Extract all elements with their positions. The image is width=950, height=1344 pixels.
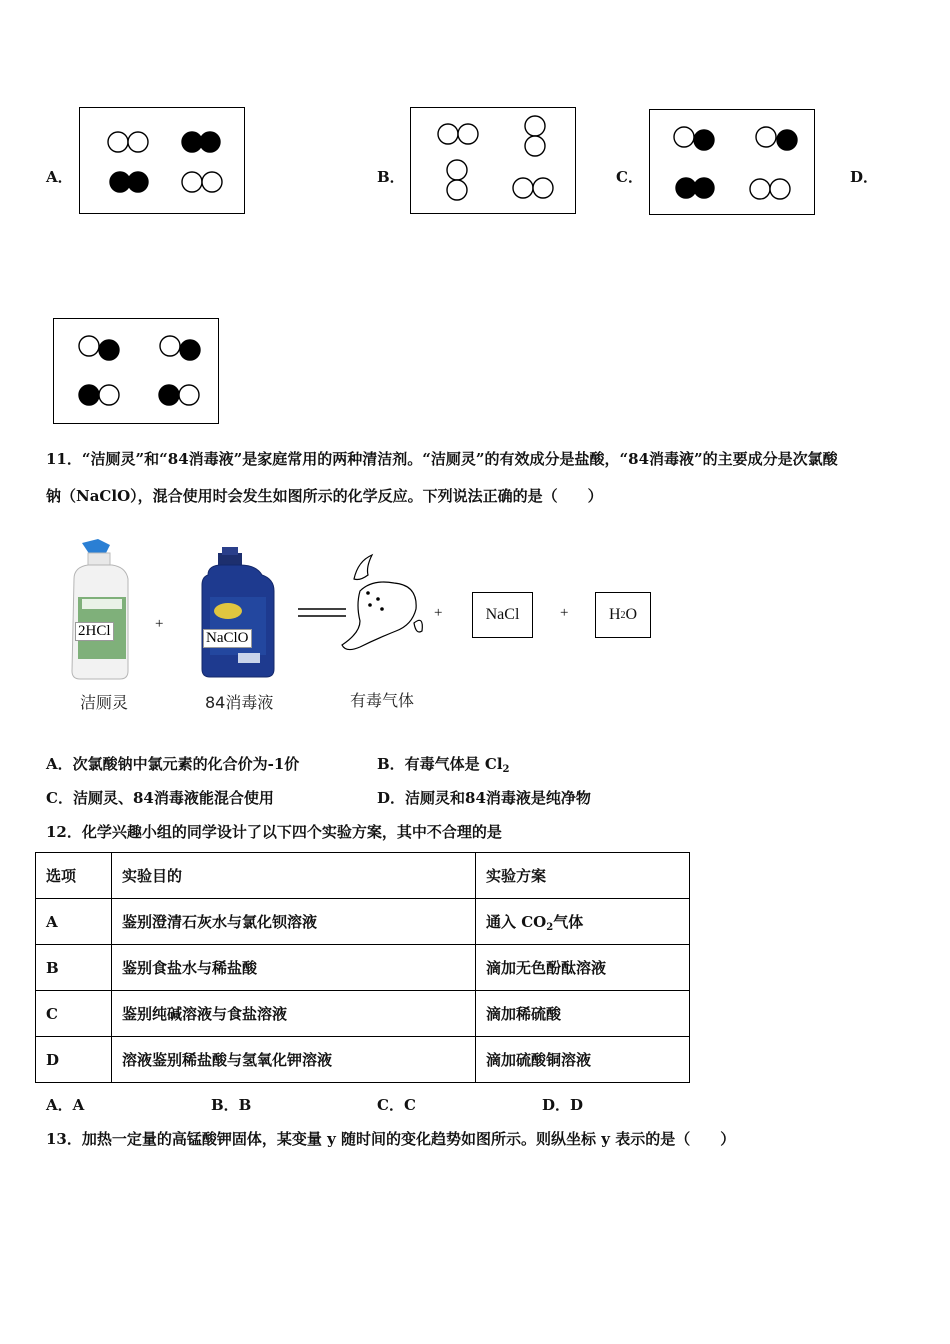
q11-choice-a[interactable]: A．次氯酸钠中氯元素的化合价为-1价 — [46, 755, 300, 773]
molecule-diagram-b — [411, 108, 575, 213]
bottle2-formula-label: NaClO — [203, 629, 252, 648]
question-11-text-line1: “洁厕灵”和“84消毒液”是家庭常用的两种清洁剂。“洁厕灵”的有效成分是盐酸，“84消毒液”的主要成分是次氯酸 — [81, 450, 838, 468]
row-purpose: 溶液鉴别稀盐酸与氢氧化钾溶液 — [112, 1037, 476, 1083]
table-row — [36, 899, 690, 945]
water-o: O — [625, 606, 638, 623]
q11-choice-b-subscript: 2 — [502, 764, 510, 775]
molecule-diagram-a — [80, 108, 244, 213]
molecule-diagram-c — [650, 110, 814, 214]
question-13-stem: 13．加热一定量的高锰酸钾固体，某变量 y 随时间的变化趋势如图所示。则纵坐标 y 表示的是（ ） — [46, 1130, 736, 1148]
table-header-row — [36, 853, 690, 899]
disinfectant-bottle-icon — [202, 547, 274, 677]
table-row — [36, 991, 690, 1037]
toxic-gas-icon — [342, 555, 422, 650]
row-option: A — [36, 899, 112, 945]
toilet-cleaner-bottle-icon — [72, 539, 128, 679]
header-plan: 实验方案 — [476, 853, 690, 899]
product-water-box — [595, 592, 651, 638]
table-row — [36, 1037, 690, 1083]
experiment-table — [35, 852, 690, 1083]
product-nacl-box: NaCl — [472, 592, 533, 638]
row-option: B — [36, 945, 112, 991]
q12-choice-d[interactable]: D．D — [542, 1096, 584, 1114]
plus-sign-1: + — [155, 616, 164, 632]
gas-particles-icon — [366, 591, 384, 611]
row-option: C — [36, 991, 112, 1037]
option-c-label[interactable]: C． — [616, 168, 643, 186]
question-12-stem: 12．化学兴趣小组的同学设计了以下四个实验方案，其中不合理的是 — [46, 823, 502, 841]
option-a-label[interactable]: A． — [46, 168, 73, 186]
bottle1-formula-label: 2HCl — [75, 622, 114, 641]
option-c-diagram — [649, 109, 815, 215]
table-row — [36, 945, 690, 991]
water-h: H — [608, 606, 621, 623]
row-plan-subscript: 2 — [546, 921, 554, 933]
row-plan-tail: 气体 — [553, 912, 584, 931]
row-plan: 滴加无色酚酞溶液 — [476, 945, 690, 991]
caption-toxic-gas: 有毒气体 — [350, 691, 415, 710]
question-11-number: 11． — [46, 450, 82, 468]
row-purpose: 鉴别纯碱溶液与食盐溶液 — [112, 991, 476, 1037]
water-subscript: 2 — [620, 609, 626, 621]
q12-choice-c[interactable]: C．C — [377, 1096, 416, 1114]
q11-choice-b[interactable] — [377, 753, 510, 775]
q12-choice-a[interactable]: A．A — [46, 1096, 85, 1114]
header-option: 选项 — [36, 853, 112, 899]
q11-choice-b-text: B．有毒气体是 Cl — [377, 755, 503, 773]
q12-choice-b[interactable]: B．B — [211, 1096, 252, 1114]
option-b-diagram — [410, 107, 576, 214]
option-a-diagram — [79, 107, 245, 214]
row-option: D — [36, 1037, 112, 1083]
question-11-line1 — [46, 448, 838, 469]
row-purpose: 鉴别澄清石灰水与氯化钡溶液 — [112, 899, 476, 945]
caption-disinfectant: 84消毒液 — [205, 693, 274, 712]
row-plan: 滴加硫酸铜溶液 — [476, 1037, 690, 1083]
caption-toilet-cleaner: 洁厕灵 — [80, 693, 129, 712]
row-plan: 滴加稀硫酸 — [476, 991, 690, 1037]
molecule-diagram-d — [54, 319, 218, 423]
plus-sign-3: + — [560, 605, 569, 621]
option-d-label[interactable]: D． — [850, 168, 879, 186]
question-11-text-line2: 钠（NaClO），混合使用时会发生如图所示的化学反应。下列说法正确的是（ ） — [46, 487, 603, 505]
row-purpose: 鉴别食盐水与稀盐酸 — [112, 945, 476, 991]
q11-choice-c[interactable]: C．洁厕灵、84消毒液能混合使用 — [46, 789, 274, 807]
option-b-label[interactable]: B． — [377, 168, 405, 186]
row-plan-text: 通入 CO — [486, 912, 547, 931]
row-plan — [476, 899, 690, 945]
q11-choice-d[interactable]: D．洁厕灵和84消毒液是纯净物 — [377, 789, 591, 807]
plus-sign-2: + — [434, 605, 443, 621]
option-d-diagram — [53, 318, 219, 424]
header-purpose: 实验目的 — [112, 853, 476, 899]
